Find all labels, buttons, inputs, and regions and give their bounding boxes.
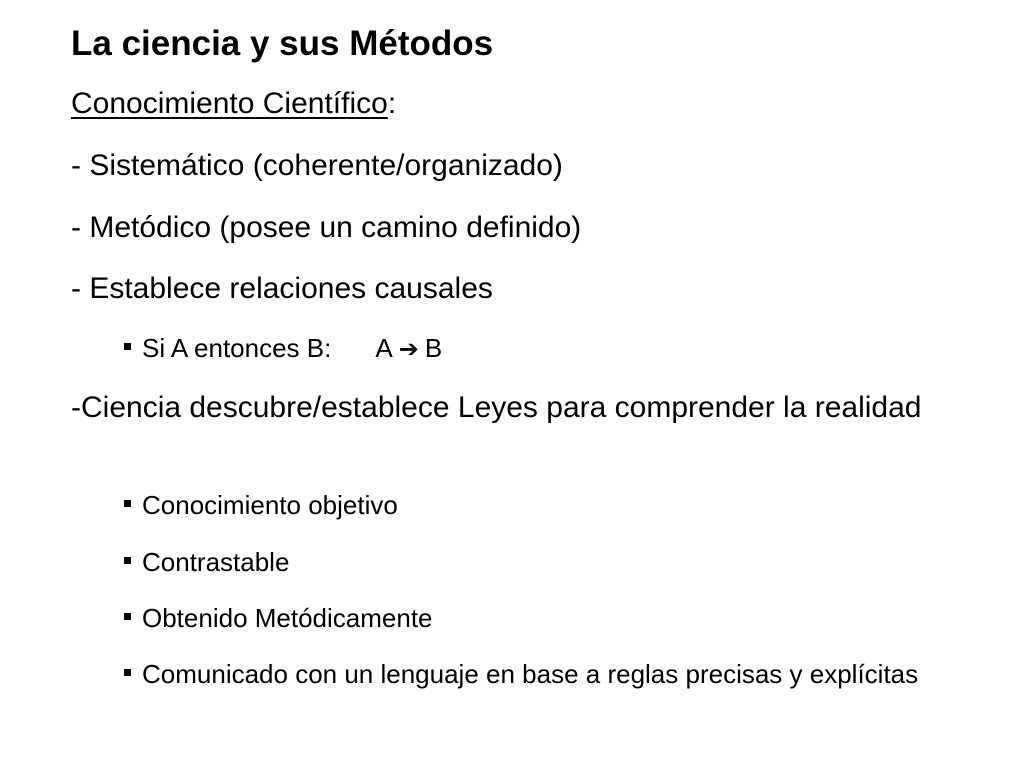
square-bullet-icon <box>124 500 131 507</box>
square-bullet-icon <box>124 343 131 350</box>
sub-item-label: Obtenido Metódicamente <box>142 603 433 633</box>
list-item-metodico: - Metódico (posee un camino definido) <box>71 211 582 244</box>
causal-rule-left: A <box>375 333 393 363</box>
section-heading-suffix: : <box>387 87 397 120</box>
sub-item-comunicado <box>124 656 964 692</box>
square-bullet-icon <box>124 669 131 676</box>
sub-item-label: Conocimiento objetivo <box>142 490 398 520</box>
sub-item-causal-rule <box>124 332 442 365</box>
sub-item-objetivo <box>124 489 398 521</box>
square-bullet-icon <box>124 613 131 620</box>
list-item-causales: - Establece relaciones causales <box>71 272 493 305</box>
sub-item-contrastable <box>124 546 289 578</box>
causal-rule-right: B <box>424 333 443 363</box>
sub-item-metodicamente <box>124 602 433 634</box>
section-heading <box>71 86 396 122</box>
sub-item-label: Comunicado con un lenguaje en base a reglas precisas y explícitas <box>142 659 919 689</box>
square-bullet-icon <box>124 557 131 564</box>
sub-item-label: Contrastable <box>142 547 290 577</box>
slide-title: La ciencia y sus Métodos <box>71 24 494 63</box>
list-item-sistematico: - Sistemático (coherente/organizado) <box>71 149 563 182</box>
section-heading-text: Conocimiento Científico <box>71 87 388 120</box>
right-arrow-icon: ➔ <box>398 335 419 363</box>
causal-rule-label: Si A entonces B: <box>142 333 332 363</box>
list-item-leyes: -Ciencia descubre/establece Leyes para comprender la realidad <box>71 391 922 424</box>
